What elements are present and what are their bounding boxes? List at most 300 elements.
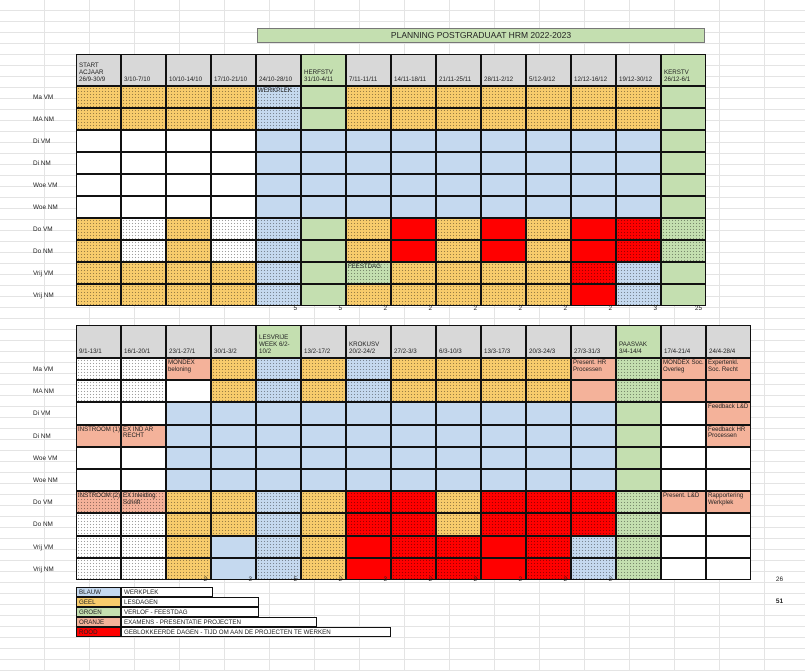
day-cell[interactable] (526, 108, 571, 130)
day-cell[interactable] (211, 130, 256, 152)
day-cell[interactable] (526, 152, 571, 174)
day-cell[interactable] (616, 447, 661, 469)
day-cell[interactable] (76, 536, 121, 558)
day-cell[interactable] (346, 469, 391, 491)
day-cell[interactable] (301, 536, 346, 558)
day-cell[interactable] (616, 86, 661, 108)
day-cell[interactable] (391, 240, 436, 262)
day-cell[interactable] (571, 152, 616, 174)
day-cell[interactable] (481, 536, 526, 558)
day-cell[interactable] (211, 513, 256, 535)
day-cell[interactable] (436, 380, 481, 402)
day-cell[interactable] (301, 130, 346, 152)
day-cell[interactable] (391, 196, 436, 218)
day-cell[interactable] (571, 240, 616, 262)
day-cell[interactable] (616, 513, 661, 535)
day-cell[interactable] (481, 284, 526, 306)
day-cell[interactable] (256, 536, 301, 558)
week-header-label: 16/1-20/1 (124, 347, 151, 355)
day-cell[interactable] (301, 402, 346, 424)
week-header (616, 54, 661, 86)
day-cell[interactable] (301, 240, 346, 262)
day-cell[interactable] (481, 380, 526, 402)
day-cell[interactable] (256, 218, 301, 240)
day-cell[interactable] (391, 469, 436, 491)
day-cell[interactable] (346, 284, 391, 306)
day-cell[interactable] (166, 284, 211, 306)
day-cell[interactable] (211, 196, 256, 218)
day-cell[interactable] (391, 358, 436, 380)
day-cell[interactable] (301, 152, 346, 174)
day-cell[interactable] (391, 174, 436, 196)
day-cell[interactable] (121, 130, 166, 152)
day-cell[interactable] (166, 240, 211, 262)
day-cell[interactable] (121, 469, 166, 491)
day-cell[interactable] (121, 86, 166, 108)
day-cell[interactable] (481, 130, 526, 152)
day-cell[interactable] (211, 358, 256, 380)
day-cell[interactable] (661, 196, 706, 218)
day-cell[interactable] (571, 380, 616, 402)
day-cell[interactable] (166, 536, 211, 558)
day-cell[interactable] (211, 402, 256, 424)
day-cell[interactable] (76, 558, 121, 580)
day-cell[interactable] (481, 402, 526, 424)
day-cell[interactable] (571, 447, 616, 469)
day-cell[interactable] (616, 425, 661, 447)
day-cell[interactable] (166, 152, 211, 174)
day-cell[interactable] (481, 174, 526, 196)
day-cell[interactable] (391, 284, 436, 306)
day-cell[interactable] (436, 469, 481, 491)
day-cell[interactable] (301, 196, 346, 218)
day-cell[interactable] (256, 447, 301, 469)
day-cell[interactable] (571, 469, 616, 491)
day-cell[interactable] (301, 491, 346, 513)
day-cell[interactable] (391, 152, 436, 174)
day-cell[interactable] (436, 513, 481, 535)
day-cell[interactable] (166, 262, 211, 284)
week-header (121, 54, 166, 86)
day-cell[interactable] (166, 196, 211, 218)
day-cell[interactable] (661, 240, 706, 262)
day-cell[interactable] (76, 108, 121, 130)
grand-total: 51 (775, 598, 783, 605)
day-cell[interactable] (616, 240, 661, 262)
day-cell[interactable] (301, 174, 346, 196)
day-cell[interactable] (481, 196, 526, 218)
day-cell[interactable] (391, 380, 436, 402)
day-cell[interactable] (256, 402, 301, 424)
day-cell[interactable] (526, 174, 571, 196)
day-cell[interactable] (571, 218, 616, 240)
day-cell[interactable] (256, 108, 301, 130)
day-cell[interactable] (166, 380, 211, 402)
day-cell[interactable] (391, 86, 436, 108)
day-cell[interactable] (346, 218, 391, 240)
day-cell[interactable] (391, 513, 436, 535)
day-cell[interactable] (346, 491, 391, 513)
day-cell[interactable] (526, 284, 571, 306)
day-cell[interactable] (436, 152, 481, 174)
day-cell[interactable] (616, 536, 661, 558)
cell-note: Feedback L&D (708, 403, 749, 411)
day-cell[interactable] (346, 240, 391, 262)
day-cell[interactable] (256, 262, 301, 284)
day-cell[interactable] (706, 380, 751, 402)
day-cell[interactable] (121, 558, 166, 580)
day-cell[interactable] (526, 240, 571, 262)
day-cell[interactable] (256, 130, 301, 152)
day-cell[interactable] (301, 284, 346, 306)
day-cell[interactable] (346, 380, 391, 402)
day-cell[interactable] (436, 108, 481, 130)
day-cell[interactable] (211, 108, 256, 130)
day-cell[interactable] (706, 558, 751, 580)
day-cell[interactable] (166, 491, 211, 513)
week-total: 2 (203, 576, 207, 583)
day-cell[interactable] (76, 218, 121, 240)
day-cell[interactable] (121, 262, 166, 284)
day-cell[interactable] (436, 262, 481, 284)
day-cell[interactable] (346, 174, 391, 196)
day-cell[interactable] (436, 491, 481, 513)
day-cell[interactable] (571, 108, 616, 130)
day-cell[interactable] (481, 240, 526, 262)
day-cell[interactable] (211, 218, 256, 240)
day-cell[interactable] (391, 425, 436, 447)
day-cell[interactable] (661, 86, 706, 108)
day-cell[interactable] (526, 358, 571, 380)
day-cell[interactable] (256, 152, 301, 174)
day-cell[interactable] (211, 380, 256, 402)
day-cell[interactable] (346, 196, 391, 218)
day-cell[interactable] (481, 447, 526, 469)
row-label: Woe VM (33, 454, 58, 462)
day-cell[interactable] (76, 152, 121, 174)
day-cell[interactable] (616, 358, 661, 380)
row-label: Vrij VM (33, 270, 54, 277)
day-cell[interactable] (481, 469, 526, 491)
legend-text-box (121, 617, 317, 627)
day-cell[interactable] (301, 380, 346, 402)
day-cell[interactable] (301, 358, 346, 380)
day-cell[interactable] (166, 513, 211, 535)
day-cell[interactable] (166, 469, 211, 491)
day-cell[interactable] (661, 174, 706, 196)
row-label: Di NM (33, 432, 51, 440)
day-cell[interactable] (346, 447, 391, 469)
day-cell[interactable] (301, 108, 346, 130)
day-cell[interactable] (616, 284, 661, 306)
day-cell[interactable] (616, 130, 661, 152)
day-cell[interactable] (436, 358, 481, 380)
day-cell[interactable] (661, 447, 706, 469)
day-cell[interactable] (301, 262, 346, 284)
day-cell[interactable] (661, 469, 706, 491)
day-cell[interactable] (256, 358, 301, 380)
day-cell[interactable] (616, 262, 661, 284)
day-cell[interactable] (616, 152, 661, 174)
day-cell[interactable] (571, 284, 616, 306)
week-total: 2 (518, 576, 522, 583)
day-cell[interactable] (211, 491, 256, 513)
day-cell[interactable] (211, 447, 256, 469)
day-cell[interactable] (76, 284, 121, 306)
day-cell[interactable] (526, 402, 571, 424)
day-cell[interactable] (661, 536, 706, 558)
day-cell[interactable] (301, 218, 346, 240)
week-header-label: 14/11-18/11 (394, 75, 427, 83)
day-cell[interactable] (346, 513, 391, 535)
day-cell[interactable] (436, 196, 481, 218)
day-cell[interactable] (661, 513, 706, 535)
week-header (346, 54, 391, 86)
week-header (391, 54, 436, 86)
day-cell[interactable] (211, 425, 256, 447)
week-header-label: LESVRIJE WEEK 6/2-10/2 (259, 333, 290, 355)
day-cell[interactable] (706, 447, 751, 469)
day-cell[interactable] (571, 536, 616, 558)
day-cell[interactable] (526, 86, 571, 108)
day-cell[interactable] (76, 402, 121, 424)
day-cell[interactable] (391, 108, 436, 130)
day-cell[interactable] (346, 425, 391, 447)
day-cell[interactable] (436, 86, 481, 108)
day-cell[interactable] (571, 130, 616, 152)
day-cell[interactable] (526, 447, 571, 469)
day-cell[interactable] (616, 108, 661, 130)
day-cell[interactable] (616, 402, 661, 424)
day-cell[interactable] (211, 86, 256, 108)
week-header (256, 54, 301, 86)
legend-text-box (121, 607, 259, 617)
day-cell[interactable] (76, 174, 121, 196)
day-cell[interactable] (76, 358, 121, 380)
day-cell[interactable] (76, 469, 121, 491)
day-cell[interactable] (436, 284, 481, 306)
day-cell[interactable] (256, 513, 301, 535)
day-cell[interactable] (301, 425, 346, 447)
day-cell[interactable] (661, 108, 706, 130)
day-cell[interactable] (391, 491, 436, 513)
day-cell[interactable] (436, 447, 481, 469)
day-cell[interactable] (211, 536, 256, 558)
day-cell[interactable] (436, 218, 481, 240)
day-cell[interactable] (481, 513, 526, 535)
day-cell[interactable] (526, 196, 571, 218)
day-cell[interactable] (76, 380, 121, 402)
day-cell[interactable] (346, 152, 391, 174)
day-cell[interactable] (571, 402, 616, 424)
row-label: Vrij NM (33, 292, 54, 299)
day-cell[interactable] (706, 536, 751, 558)
day-cell[interactable] (166, 130, 211, 152)
day-cell[interactable] (526, 469, 571, 491)
day-cell[interactable] (481, 425, 526, 447)
day-cell[interactable] (661, 380, 706, 402)
day-cell[interactable] (256, 284, 301, 306)
day-cell[interactable] (706, 513, 751, 535)
day-cell[interactable] (571, 196, 616, 218)
day-cell[interactable] (301, 469, 346, 491)
week-total: 5 (338, 305, 342, 312)
day-cell[interactable] (571, 491, 616, 513)
day-cell[interactable] (346, 402, 391, 424)
day-cell[interactable] (346, 108, 391, 130)
day-cell[interactable] (616, 380, 661, 402)
day-cell[interactable] (211, 174, 256, 196)
day-cell[interactable] (211, 152, 256, 174)
cell-note: Present. L&D (663, 492, 700, 500)
day-cell[interactable] (121, 196, 166, 218)
day-cell[interactable] (346, 130, 391, 152)
day-cell[interactable] (571, 513, 616, 535)
day-cell[interactable] (121, 174, 166, 196)
day-cell[interactable] (346, 86, 391, 108)
day-cell[interactable] (211, 284, 256, 306)
day-cell[interactable] (121, 240, 166, 262)
day-cell[interactable] (436, 536, 481, 558)
day-cell[interactable] (121, 402, 166, 424)
day-cell[interactable] (571, 174, 616, 196)
day-cell[interactable] (346, 536, 391, 558)
day-cell[interactable] (166, 86, 211, 108)
day-cell[interactable] (121, 447, 166, 469)
day-cell[interactable] (211, 240, 256, 262)
day-cell[interactable] (211, 469, 256, 491)
day-cell[interactable] (166, 218, 211, 240)
day-cell[interactable] (256, 174, 301, 196)
cell-note: MONDEX Soc. Overleg (663, 359, 704, 373)
day-cell[interactable] (256, 196, 301, 218)
day-cell[interactable] (661, 402, 706, 424)
day-cell[interactable] (391, 402, 436, 424)
day-cell[interactable] (526, 130, 571, 152)
cell-note: INSTROOM (2) (78, 492, 120, 500)
week-header-label: 19/12-30/12 (619, 75, 653, 83)
day-cell[interactable] (76, 196, 121, 218)
day-cell[interactable] (661, 558, 706, 580)
day-cell[interactable] (121, 358, 166, 380)
day-cell[interactable] (166, 425, 211, 447)
day-cell[interactable] (616, 196, 661, 218)
day-cell[interactable] (571, 262, 616, 284)
day-cell[interactable] (481, 86, 526, 108)
day-cell[interactable] (121, 108, 166, 130)
week-total: 3 (248, 576, 252, 583)
day-cell[interactable] (391, 218, 436, 240)
day-cell[interactable] (301, 513, 346, 535)
day-cell[interactable] (661, 152, 706, 174)
week-header-label: 27/2-3/3 (394, 347, 417, 355)
day-cell[interactable] (661, 130, 706, 152)
day-cell[interactable] (346, 358, 391, 380)
day-cell[interactable] (76, 240, 121, 262)
day-cell[interactable] (76, 447, 121, 469)
day-cell[interactable] (256, 491, 301, 513)
day-cell[interactable] (256, 380, 301, 402)
day-cell[interactable] (166, 108, 211, 130)
day-cell[interactable] (526, 536, 571, 558)
day-cell[interactable] (571, 425, 616, 447)
day-cell[interactable] (481, 491, 526, 513)
day-cell[interactable] (121, 152, 166, 174)
week-header-label: 3/10-7/10 (124, 75, 151, 83)
day-cell[interactable] (211, 262, 256, 284)
day-cell[interactable] (526, 218, 571, 240)
day-cell[interactable] (616, 218, 661, 240)
day-cell[interactable] (301, 447, 346, 469)
day-cell[interactable] (616, 491, 661, 513)
cell-note: WERKPLEK (258, 87, 292, 94)
day-cell[interactable] (121, 380, 166, 402)
day-cell[interactable] (436, 174, 481, 196)
day-cell[interactable] (526, 513, 571, 535)
day-cell[interactable] (661, 425, 706, 447)
week-header-label: 7/11-11/11 (349, 75, 378, 83)
day-cell[interactable] (481, 218, 526, 240)
day-cell[interactable] (526, 262, 571, 284)
day-cell[interactable] (616, 469, 661, 491)
day-cell[interactable] (481, 108, 526, 130)
day-cell[interactable] (661, 262, 706, 284)
day-cell[interactable] (526, 380, 571, 402)
day-cell[interactable] (481, 358, 526, 380)
day-cell[interactable] (391, 536, 436, 558)
day-cell[interactable] (256, 240, 301, 262)
day-cell[interactable] (436, 240, 481, 262)
week-total: 2 (563, 305, 567, 312)
day-cell[interactable] (121, 218, 166, 240)
day-cell[interactable] (166, 174, 211, 196)
day-cell[interactable] (481, 262, 526, 284)
day-cell[interactable] (436, 130, 481, 152)
day-cell[interactable] (706, 469, 751, 491)
week-header (436, 54, 481, 86)
day-cell[interactable] (121, 536, 166, 558)
day-cell[interactable] (121, 513, 166, 535)
day-cell[interactable] (661, 284, 706, 306)
day-cell[interactable] (391, 447, 436, 469)
day-cell[interactable] (661, 218, 706, 240)
row-label: Woe NM (33, 204, 58, 211)
legend-code: GROEN (79, 609, 102, 616)
day-cell[interactable] (76, 86, 121, 108)
day-cell[interactable] (391, 130, 436, 152)
legend-code: ROOD (79, 629, 98, 636)
day-cell[interactable] (526, 425, 571, 447)
day-cell[interactable] (481, 152, 526, 174)
day-cell[interactable] (256, 425, 301, 447)
day-cell[interactable] (391, 262, 436, 284)
day-cell[interactable] (616, 558, 661, 580)
day-cell[interactable] (616, 174, 661, 196)
day-cell[interactable] (301, 86, 346, 108)
day-cell[interactable] (436, 402, 481, 424)
week-header (301, 54, 346, 86)
day-cell[interactable] (166, 402, 211, 424)
day-cell[interactable] (76, 513, 121, 535)
day-cell[interactable] (76, 262, 121, 284)
day-cell[interactable] (76, 130, 121, 152)
day-cell[interactable] (166, 447, 211, 469)
day-cell[interactable] (436, 425, 481, 447)
day-cell[interactable] (256, 469, 301, 491)
day-cell[interactable] (526, 491, 571, 513)
day-cell[interactable] (121, 284, 166, 306)
day-cell[interactable] (571, 86, 616, 108)
